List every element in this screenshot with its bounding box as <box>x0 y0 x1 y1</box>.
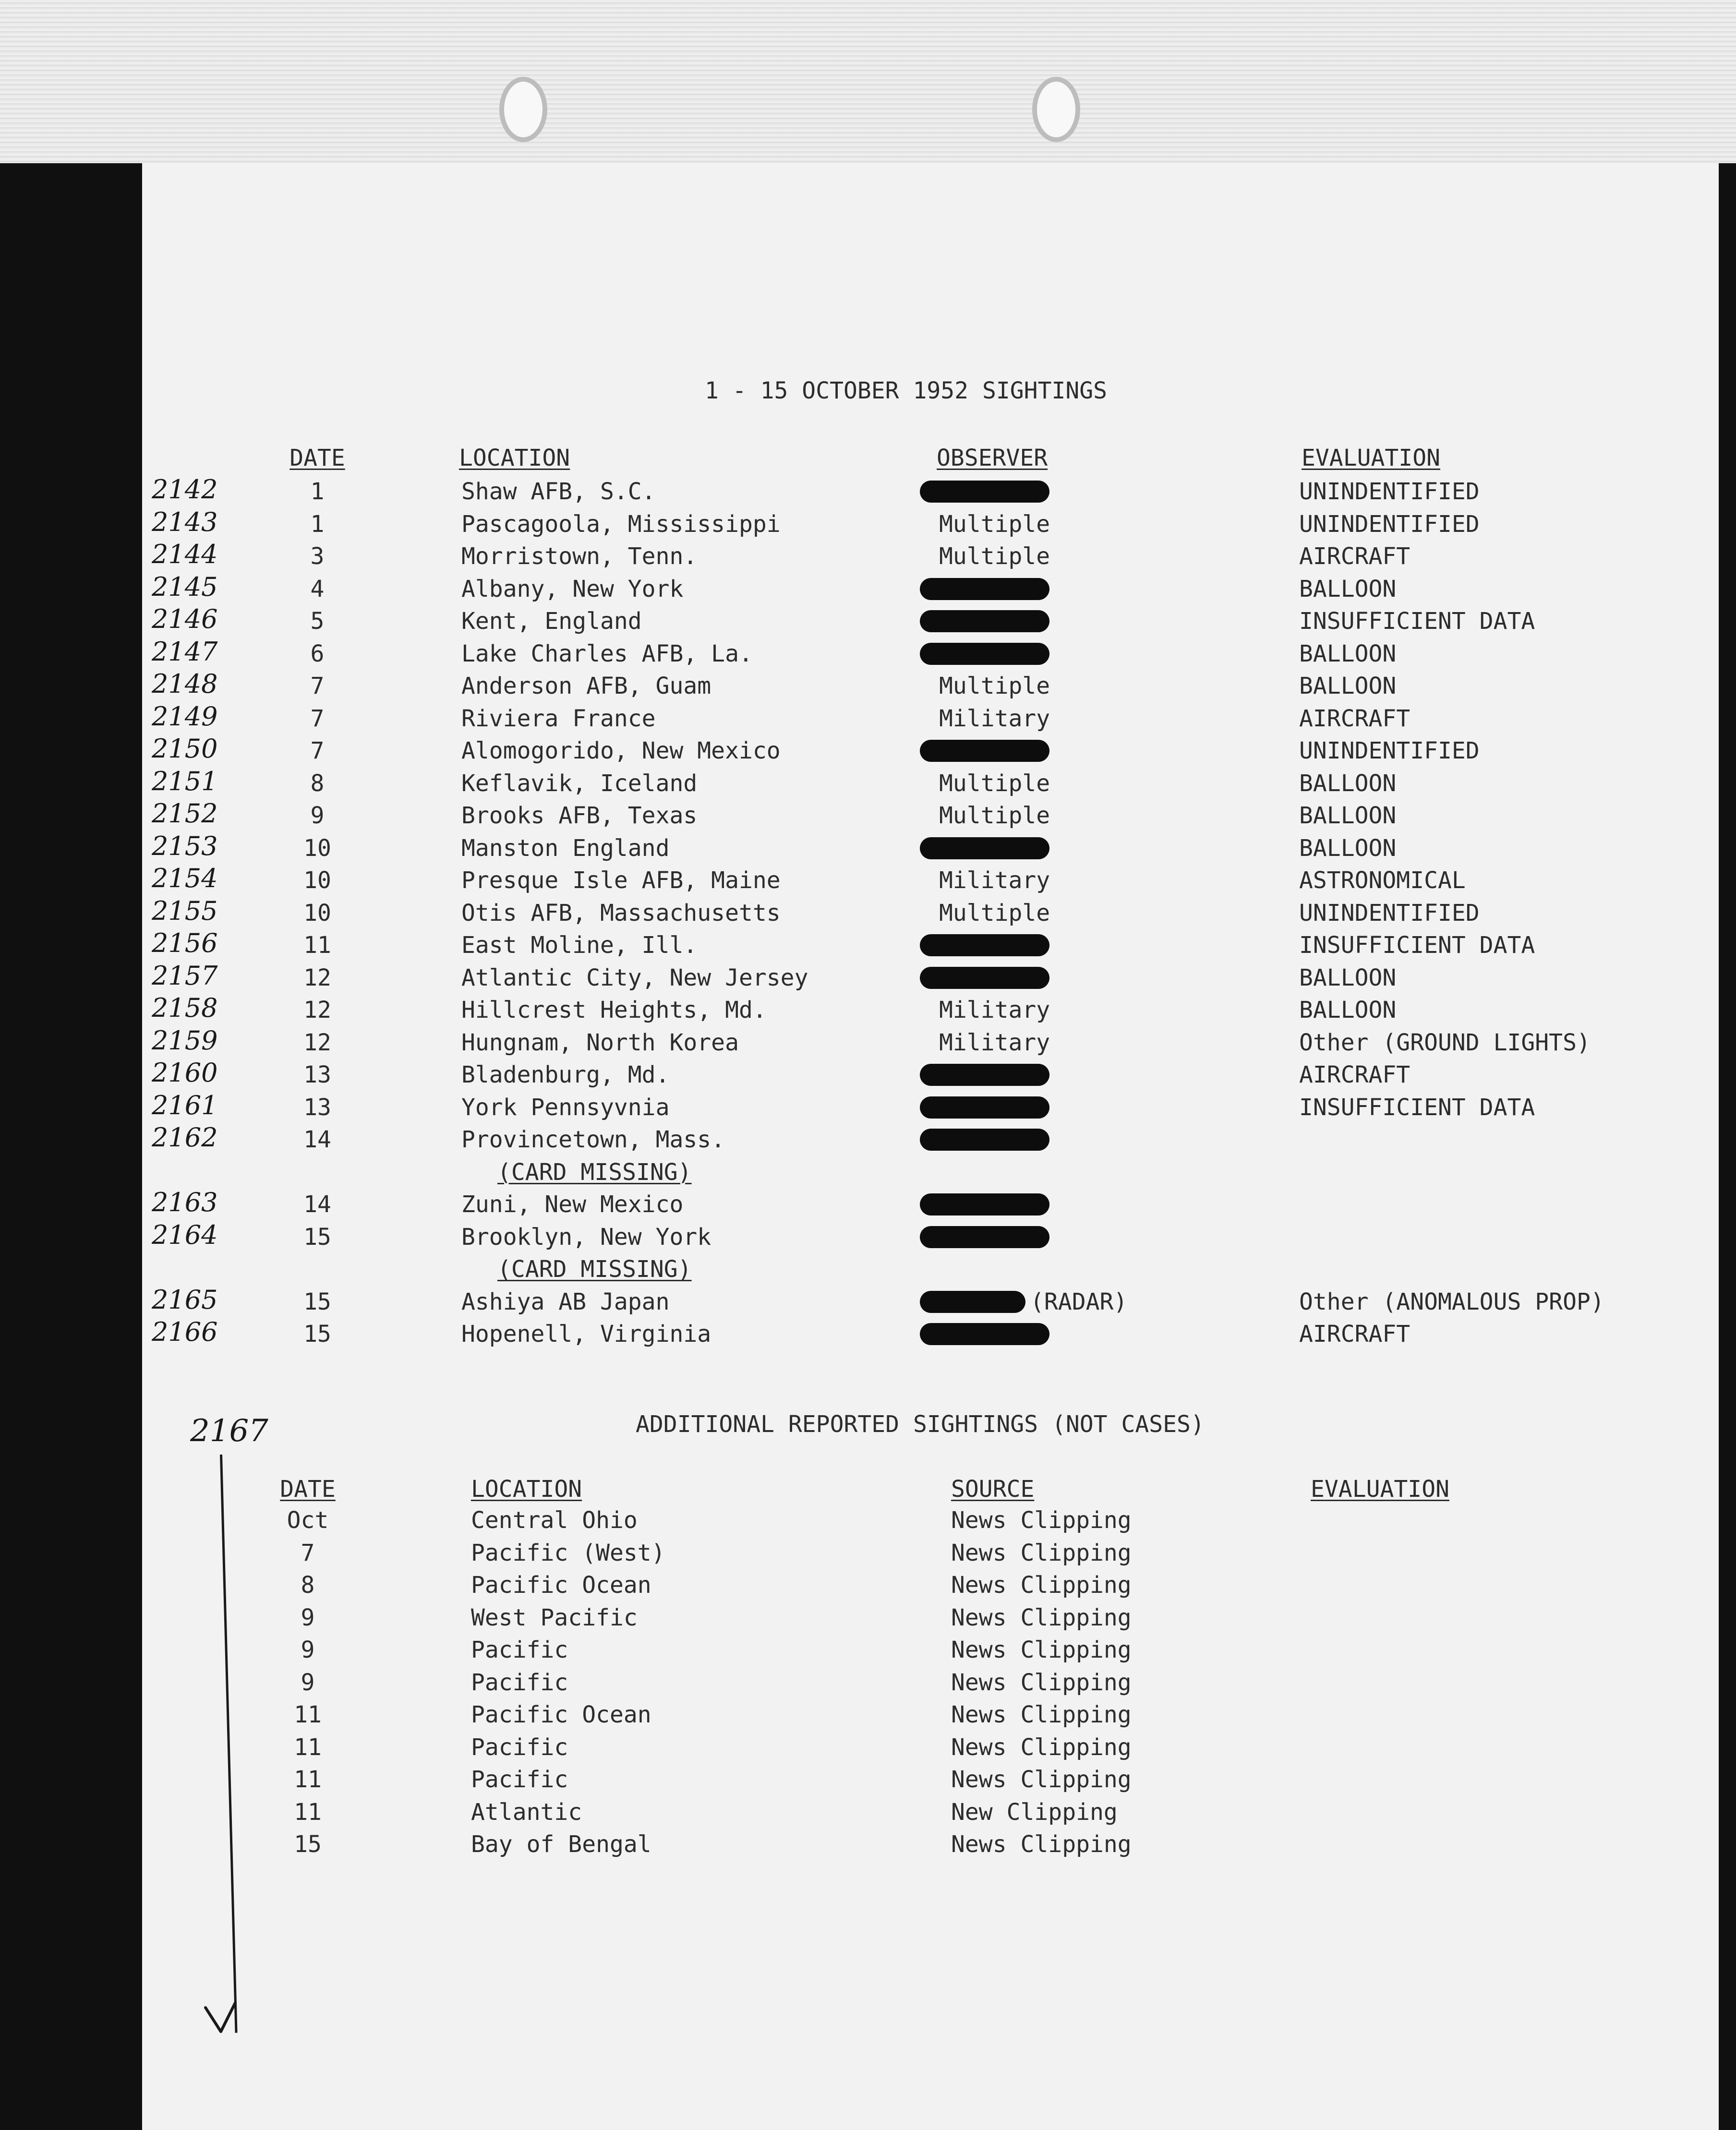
row-date: 7 <box>310 705 325 732</box>
row-evaluation: UNINDENTIFIED <box>1299 737 1480 764</box>
row-location: East Moline, Ill. <box>461 932 698 959</box>
row-evaluation: BALLOON <box>1299 673 1397 699</box>
additional-row-location: Pacific <box>471 1766 568 1793</box>
row-date: 12 <box>303 997 331 1023</box>
additional-header-date: DATE <box>280 1476 336 1503</box>
header-location: LOCATION <box>459 445 570 471</box>
row-location: Zuni, New Mexico <box>461 1191 684 1218</box>
row-date: 10 <box>303 867 331 894</box>
row-date: 12 <box>303 1029 331 1056</box>
row-date: 12 <box>303 964 331 991</box>
handwritten-case-number: 2154 <box>152 863 218 893</box>
row-location: Hungnam, North Korea <box>461 1029 739 1056</box>
handwritten-case-number: 2153 <box>152 830 218 861</box>
redaction-mark <box>920 481 1049 503</box>
redaction-mark <box>920 1226 1049 1248</box>
row-location: Riviera France <box>461 705 656 732</box>
additional-row-date: Oct <box>287 1507 329 1534</box>
row-date: 11 <box>303 932 331 959</box>
row-date: 5 <box>310 608 325 635</box>
redaction-mark <box>920 1193 1049 1215</box>
row-observer: Multiple <box>939 543 1050 570</box>
handwritten-case-number: 2151 <box>152 766 218 796</box>
additional-row-location: Pacific <box>471 1637 568 1663</box>
row-evaluation: BALLOON <box>1299 964 1397 991</box>
additional-row-date: 9 <box>301 1669 315 1696</box>
row-evaluation: INSUFFICIENT DATA <box>1299 932 1535 959</box>
redaction-mark <box>920 934 1049 956</box>
row-location: Provincetown, Mass. <box>461 1126 725 1153</box>
header-date: DATE <box>289 445 345 471</box>
row-evaluation: BALLOON <box>1299 770 1397 797</box>
row-location: Shaw AFB, S.C. <box>461 478 656 505</box>
row-location: Pascagoola, Mississippi <box>461 510 781 538</box>
row-date: 15 <box>303 1288 331 1315</box>
additional-row-location: Bay of Bengal <box>471 1831 651 1858</box>
additional-header-source: SOURCE <box>951 1476 1035 1503</box>
additional-header-evaluation: EVALUATION <box>1311 1476 1449 1503</box>
handwritten-case-number: 2146 <box>152 604 218 634</box>
additional-row-date: 8 <box>301 1572 315 1599</box>
row-observer: Military <box>939 1029 1050 1056</box>
redaction-mark <box>920 740 1049 762</box>
handwritten-case-number: 2165 <box>152 1284 218 1315</box>
handwritten-case-number: 2155 <box>152 895 218 926</box>
row-location: Anderson AFB, Guam <box>461 673 711 699</box>
row-date: 10 <box>303 899 331 927</box>
additional-row-date: 11 <box>294 1798 322 1826</box>
card-missing-note: (CARD MISSING) <box>497 1256 692 1283</box>
handwritten-case-number: 2162 <box>152 1122 218 1153</box>
row-evaluation: UNINDENTIFIED <box>1299 478 1480 505</box>
row-date: 4 <box>310 575 325 602</box>
additional-row-date: 11 <box>294 1701 322 1728</box>
row-observer: Multiple <box>939 510 1050 538</box>
row-evaluation: UNINDENTIFIED <box>1299 899 1480 927</box>
redaction-mark <box>920 610 1049 632</box>
redaction-mark <box>920 1096 1049 1119</box>
punch-hole <box>1032 77 1080 142</box>
redaction-mark <box>920 1291 1025 1313</box>
handwritten-case-number: 2158 <box>152 993 218 1023</box>
row-date: 7 <box>310 673 325 699</box>
row-location: Otis AFB, Massachusetts <box>461 899 781 927</box>
handwritten-case-number: 2163 <box>152 1187 218 1217</box>
additional-row-location: Pacific Ocean <box>471 1572 651 1599</box>
additional-header-location: LOCATION <box>471 1476 582 1503</box>
row-date: 14 <box>303 1191 331 1218</box>
additional-row-location: West Pacific <box>471 1604 638 1631</box>
additional-row-location: Central Ohio <box>471 1507 638 1534</box>
header-evaluation: EVALUATION <box>1302 445 1440 471</box>
row-date: 3 <box>310 543 325 570</box>
handwritten-arrow-head <box>202 1997 240 2035</box>
row-evaluation: BALLOON <box>1299 834 1397 862</box>
scan-top-strip <box>0 0 1736 163</box>
handwritten-case-number: 2160 <box>152 1058 218 1088</box>
row-observer: Multiple <box>939 770 1050 797</box>
additional-row-source: News Clipping <box>951 1701 1132 1728</box>
row-date: 15 <box>303 1223 331 1251</box>
additional-row-source: News Clipping <box>951 1831 1132 1858</box>
additional-row-source: News Clipping <box>951 1604 1132 1631</box>
handwritten-case-number: 2142 <box>152 474 218 505</box>
row-observer: Military <box>939 997 1050 1023</box>
row-date: 15 <box>303 1321 331 1348</box>
additional-row-source: News Clipping <box>951 1733 1132 1761</box>
row-observer: (RADAR) <box>1030 1288 1128 1315</box>
additional-row-location: Pacific Ocean <box>471 1701 651 1728</box>
header-observer: OBSERVER <box>937 445 1048 471</box>
row-location: Hopenell, Virginia <box>461 1321 711 1348</box>
additional-row-date: 7 <box>301 1539 315 1566</box>
handwritten-case-number: 2161 <box>152 1090 218 1120</box>
row-evaluation: INSUFFICIENT DATA <box>1299 608 1535 635</box>
redaction-mark <box>920 967 1049 989</box>
row-date: 13 <box>303 1061 331 1088</box>
document-title: 1 - 15 OCTOBER 1952 SIGHTINGS <box>705 377 1108 404</box>
redaction-mark <box>920 1129 1049 1151</box>
handwritten-case-number: 2159 <box>152 1025 218 1056</box>
row-observer: Multiple <box>939 673 1050 699</box>
row-evaluation: UNINDENTIFIED <box>1299 510 1480 538</box>
row-date: 9 <box>310 802 325 829</box>
row-evaluation: AIRCRAFT <box>1299 705 1410 732</box>
additional-row-source: News Clipping <box>951 1539 1132 1566</box>
row-location: Lake Charles AFB, La. <box>461 640 753 667</box>
row-date: 6 <box>310 640 325 667</box>
redaction-mark <box>920 1323 1049 1345</box>
row-location: Albany, New York <box>461 575 684 602</box>
row-evaluation: BALLOON <box>1299 802 1397 829</box>
card-missing-note: (CARD MISSING) <box>497 1158 692 1186</box>
row-location: Brooks AFB, Texas <box>461 802 698 829</box>
row-evaluation: AIRCRAFT <box>1299 1061 1410 1088</box>
handwritten-case-number: 2156 <box>152 928 218 958</box>
handwritten-case-number: 2167 <box>190 1413 268 1449</box>
row-evaluation: BALLOON <box>1299 575 1397 602</box>
additional-row-date: 11 <box>294 1766 322 1793</box>
handwritten-case-number: 2157 <box>152 960 218 991</box>
handwritten-case-number: 2149 <box>152 701 218 732</box>
row-location: Manston England <box>461 834 670 862</box>
row-location: Keflavik, Iceland <box>461 770 698 797</box>
row-observer: Multiple <box>939 802 1050 829</box>
row-evaluation: AIRCRAFT <box>1299 1321 1410 1348</box>
handwritten-case-number: 2150 <box>152 734 218 764</box>
row-location: Kent, England <box>461 608 642 635</box>
additional-row-location: Atlantic <box>471 1798 582 1826</box>
row-date: 10 <box>303 834 331 862</box>
handwritten-case-number: 2152 <box>152 798 218 829</box>
row-date: 1 <box>310 478 325 505</box>
additional-row-source: News Clipping <box>951 1572 1132 1599</box>
additional-row-date: 9 <box>301 1637 315 1663</box>
additional-row-source: News Clipping <box>951 1637 1132 1663</box>
row-date: 14 <box>303 1126 331 1153</box>
handwritten-case-number: 2143 <box>152 506 218 537</box>
additional-row-location: Pacific <box>471 1733 568 1761</box>
additional-row-date: 15 <box>294 1831 322 1858</box>
redaction-mark <box>920 578 1049 600</box>
row-evaluation: ASTRONOMICAL <box>1299 867 1466 894</box>
handwritten-case-number: 2145 <box>152 571 218 602</box>
redaction-mark <box>920 837 1049 859</box>
row-location: Bladenburg, Md. <box>461 1061 670 1088</box>
handwritten-case-number: 2166 <box>152 1317 218 1347</box>
row-evaluation: AIRCRAFT <box>1299 543 1410 570</box>
row-evaluation: Other (GROUND LIGHTS) <box>1299 1029 1591 1056</box>
additional-row-date: 11 <box>294 1733 322 1761</box>
row-observer: Multiple <box>939 899 1050 927</box>
row-date: 7 <box>310 737 325 764</box>
handwritten-arrow-line <box>220 1455 238 2033</box>
row-evaluation: BALLOON <box>1299 997 1397 1023</box>
row-observer: Military <box>939 867 1050 894</box>
redaction-mark <box>920 1064 1049 1086</box>
row-location: Presque Isle AFB, Maine <box>461 867 781 894</box>
handwritten-case-number: 2147 <box>152 636 218 667</box>
row-location: Atlantic City, New Jersey <box>461 964 808 991</box>
additional-row-source: News Clipping <box>951 1507 1132 1534</box>
row-date: 13 <box>303 1094 331 1121</box>
additional-title: ADDITIONAL REPORTED SIGHTINGS (NOT CASES) <box>636 1411 1205 1438</box>
row-evaluation: BALLOON <box>1299 640 1397 667</box>
document-page <box>142 163 1719 2130</box>
row-date: 8 <box>310 770 325 797</box>
row-date: 1 <box>310 510 325 538</box>
additional-row-source: News Clipping <box>951 1669 1132 1696</box>
row-location: Morristown, Tenn. <box>461 543 698 570</box>
handwritten-case-number: 2148 <box>152 669 218 699</box>
row-observer: Military <box>939 705 1050 732</box>
row-location: Hillcrest Heights, Md. <box>461 997 767 1023</box>
additional-row-date: 9 <box>301 1604 315 1631</box>
redaction-mark <box>920 643 1049 665</box>
additional-row-source: News Clipping <box>951 1766 1132 1793</box>
punch-hole <box>499 77 547 142</box>
row-location: Alomogorido, New Mexico <box>461 737 781 764</box>
row-evaluation: INSUFFICIENT DATA <box>1299 1094 1535 1121</box>
handwritten-case-number: 2144 <box>152 539 218 569</box>
row-location: York Pennsyvnia <box>461 1094 670 1121</box>
row-location: Ashiya AB Japan <box>461 1288 670 1315</box>
additional-row-location: Pacific <box>471 1669 568 1696</box>
additional-row-source: New Clipping <box>951 1798 1118 1826</box>
handwritten-case-number: 2164 <box>152 1219 218 1250</box>
row-location: Brooklyn, New York <box>461 1223 711 1251</box>
row-evaluation: Other (ANOMALOUS PROP) <box>1299 1288 1604 1315</box>
additional-row-location: Pacific (West) <box>471 1539 665 1566</box>
